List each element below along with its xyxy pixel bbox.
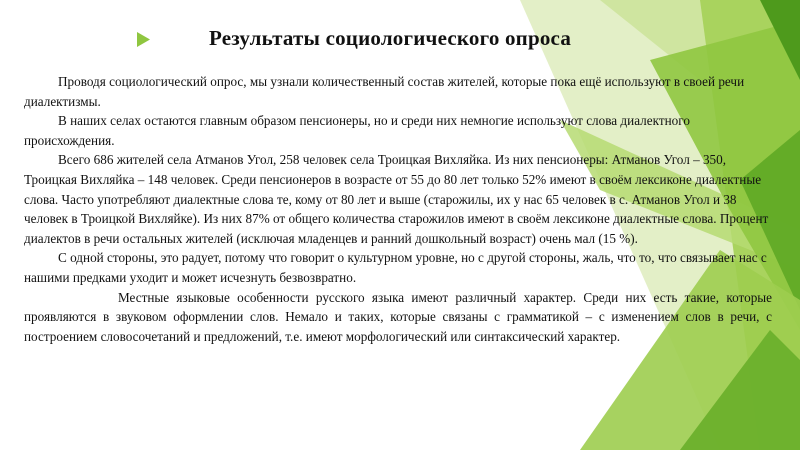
paragraph-conclusion: С одной стороны, это радует, потому что говорит о культурном уровне, но с другой стороны, жаль, что то, что связывает нас с нашими предками уходит и может исчезнуть безвозвратно. [24,250,767,285]
paragraph-survey-intro: Проводя социологический опрос, мы узнали количественный состав жителей, которые пока ещё используют в своей речи диалектизмы. [24,74,745,109]
body-text [24,72,772,346]
page-title: Результаты социологического опроса [208,26,572,50]
paragraph-statistics: Всего 686 жителей села Атманов Угол, 258 человек села Троицкая Вихляйка. Из них пенсионеры: Атманов Угол – 350, Троицкая Вихляйка – 148 человек. Среди пенсионеров в возрасте от 55 до 80 лет только 52% имеют в своём лексиконе диалектные слова. Часто употребляют диалектные слова те, кому от 80 лет и выше (старожилы, их у нас 65 человек в с. Атманов Угол и 38 человек в Троицкой Вихляйке). Из них 87% от общего количества старожилов имеют в своём лексиконе диалектные слова. Процент диалектов в речи остальных жителей (исключая младенцев и ранний дошкольный возраст) очень мал (15 %). [24,152,769,246]
paragraph-language-features: Местные языковые особенности русского языка имеют различный характер. Среди них есть такие, которые проявляются в звуковом оформлении слов. Немало и таких, которые связаны с грамматикой – с изменением слов в речи, с построением словосочетаний и предложений, т.е. имеют морфологический или синтаксический характер. [24,289,772,344]
paragraph-pensioners: В наших селах остаются главным образом пенсионеры, но и среди них немногие используют слова диалектного происхождения. [24,113,690,148]
